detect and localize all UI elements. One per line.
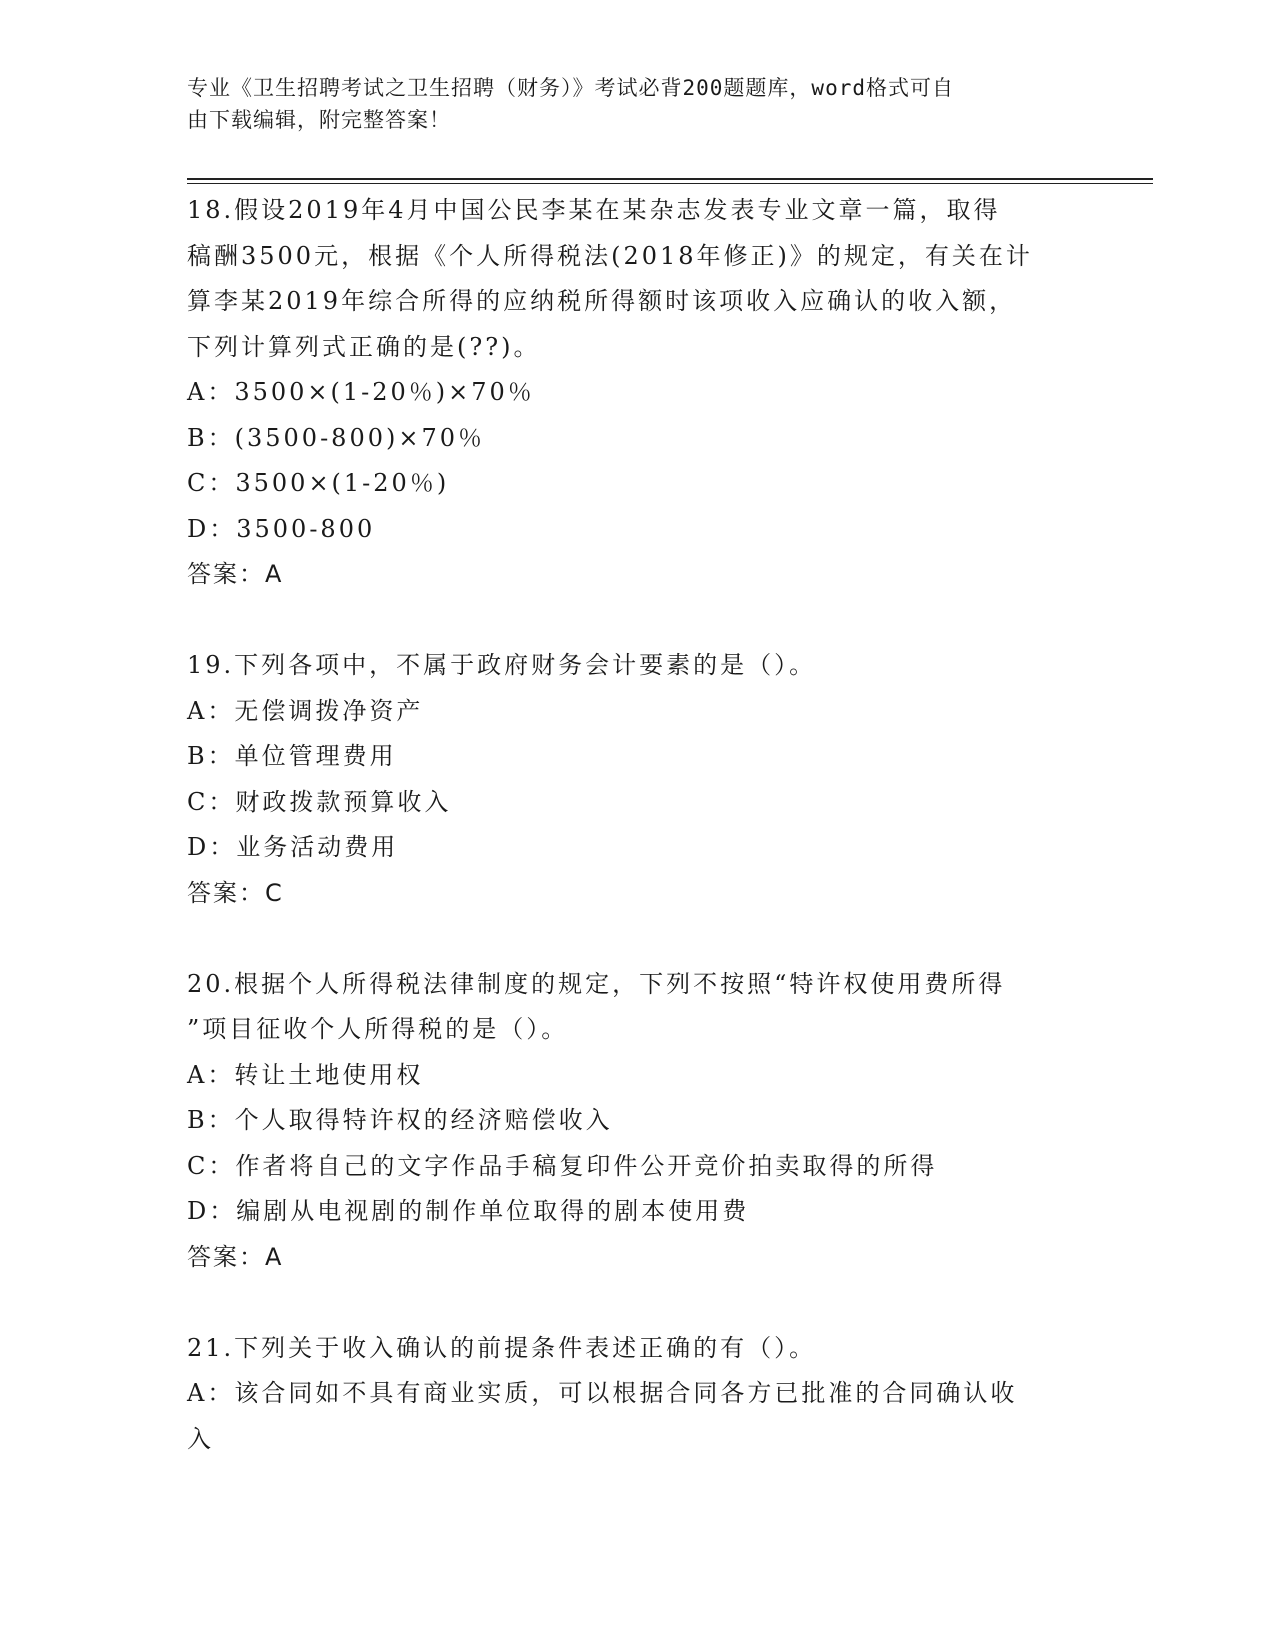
option-c: C：作者将自己的文字作品手稿复印件公开竞价拍卖取得的所得: [187, 1151, 938, 1180]
option-b: B：单位管理费用: [187, 742, 397, 770]
option-c: C：财政拨款预算收入: [187, 787, 452, 816]
option-a: A：该合同如不具有商业实质，可以根据合同各方已批准的合同确认收: [187, 1379, 1018, 1407]
header-line-1: 专业《卫生招聘考试之卫生招聘（财务）》考试必背200题题库，word格式可自: [187, 76, 954, 100]
header-rule-thick: [187, 178, 1153, 180]
question-stem-line: 20.根据个人所得税法律制度的规定，下列不按照“特许权使用费所得: [187, 969, 1006, 998]
question-18: [187, 188, 1087, 598]
option-a-continued: 入: [187, 1424, 214, 1453]
spacer: [187, 916, 1087, 962]
spacer: [187, 598, 1087, 644]
option-d: D：业务活动费用: [187, 833, 399, 861]
question-stem-line: 21.下列关于收入确认的前提条件表述正确的有（）。: [187, 1333, 817, 1362]
question-stem-line: 19.下列各项中，不属于政府财务会计要素的是（）。: [187, 651, 817, 679]
answer-label: 答案：A: [187, 560, 284, 588]
option-b: B：(3500-800)×70％: [187, 423, 486, 452]
header-rule-thin: [187, 183, 1153, 184]
answer-label: 答案：A: [187, 1242, 284, 1271]
question-stem-line: ”项目征收个人所得税的是（）。: [187, 1015, 569, 1043]
option-a: A：无偿调拨净资产: [187, 696, 424, 725]
question-stem-line: 稿酬3500元，根据《个人所得税法(2018年修正)》的规定，有关在计: [187, 241, 1033, 270]
spacer: [187, 1280, 1087, 1326]
question-20: [187, 962, 1087, 1281]
question-stem-line: 算李某2019年综合所得的应纳税所得额时该项收入应确认的收入额，: [187, 287, 1017, 315]
option-c: C：3500×(1-20％): [187, 469, 450, 497]
option-d: D：编剧从电视剧的制作单位取得的剧本使用费: [187, 1197, 750, 1225]
question-21: [187, 1326, 1087, 1463]
question-19: [187, 643, 1087, 916]
option-b: B：个人取得特许权的经济赔偿收入: [187, 1106, 613, 1134]
option-a: A：转让土地使用权: [187, 1060, 424, 1089]
document-header: [187, 72, 1067, 136]
option-d: D：3500-800: [187, 514, 376, 543]
answer-label: 答案：C: [187, 878, 284, 907]
question-stem-line: 18.假设2019年4月中国公民李某在某杂志发表专业文章一篇，取得: [187, 196, 1001, 224]
header-line-2: 由下载编辑，附完整答案！: [187, 108, 451, 132]
question-list: [187, 188, 1087, 1462]
option-a: A：3500×(1-20％)×70％: [187, 378, 535, 406]
question-stem-line: 下列计算列式正确的是(??)。: [187, 332, 541, 361]
